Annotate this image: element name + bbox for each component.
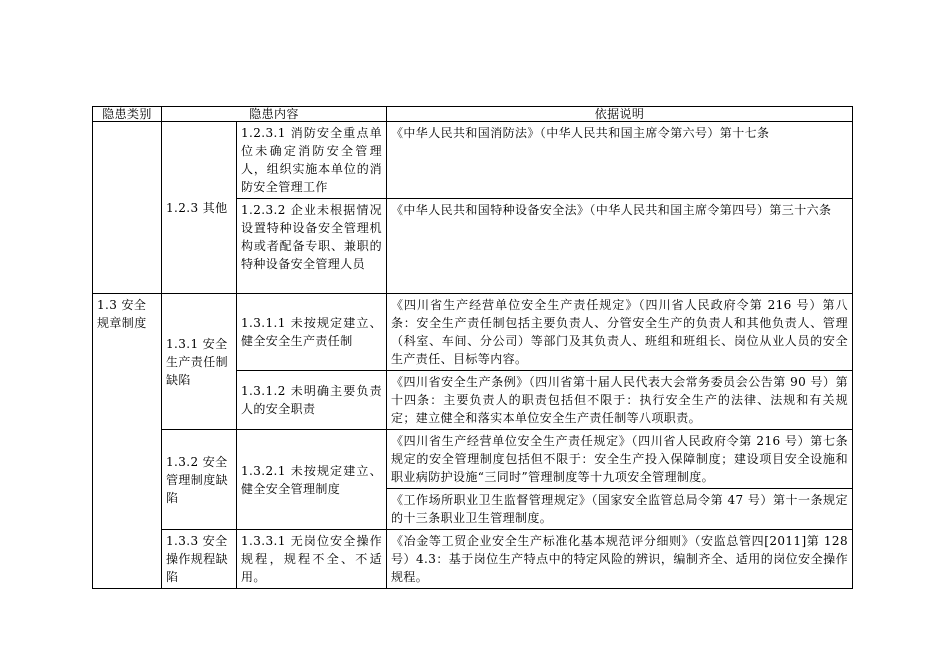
header-basis: 依据说明 bbox=[387, 107, 853, 122]
basis-cell: 《四川省生产经营单位安全生产责任规定》（四川省人民政府令第 216 号）第八条：安全生产责任制包括主要负责人、分管安全生产的负责人和其他负责人、管理（科室、车间、分公司）等部门及其负责人、班组和班组长、岗位从业人员的安全生产责任、目标等内容。 bbox=[387, 294, 853, 371]
hazard-item-cell: 1.3.1.2 未明确主要负责人的安全职责 bbox=[237, 371, 387, 430]
hazard-item-cell: 1.3.2.1 未按规定建立、健全安全管理制度 bbox=[237, 430, 387, 530]
basis-cell: 《中华人民共和国特种设备安全法》（中华人民共和国主席令第四号）第三十六条 bbox=[387, 199, 853, 294]
basis-cell: 《四川省安全生产条例》（四川省第十届人民代表大会常务委员会公告第 90 号）第十四条：主要负责人的职责包括但不限于：执行安全生产的法律、法规和有关规定；建立健全和落实本单位安全生产责任制等八项职责。 bbox=[387, 371, 853, 430]
basis-cell: 《四川省生产经营单位安全生产责任规定》（四川省人民政府令第 216 号）第七条规定的安全管理制度包括但不限于：安全生产投入保障制度；建设项目安全设施和职业病防护设施“三同时”管理制度等十九项安全管理制度。 bbox=[387, 430, 853, 489]
table-row bbox=[93, 294, 853, 371]
hazard-table bbox=[92, 106, 853, 589]
table-header-row bbox=[93, 107, 853, 122]
hazard-item-cell: 1.2.3.1 消防安全重点单位未确定消防安全管理人，组织实施本单位的消防安全管理工作 bbox=[237, 122, 387, 199]
header-category: 隐患类别 bbox=[93, 107, 162, 122]
basis-cell: 《中华人民共和国消防法》（中华人民共和国主席令第六号）第十七条 bbox=[387, 122, 853, 199]
header-content: 隐患内容 bbox=[162, 107, 387, 122]
basis-cell: 《冶金等工贸企业安全生产标准化基本规范评分细则》（安监总管四[2011]第 128 号）4.3：基于岗位生产特点中的特定风险的辨识，编制齐全、适用的岗位安全操作规程。 bbox=[387, 530, 853, 589]
table-row bbox=[93, 530, 853, 589]
hazard-item-cell: 1.3.3.1 无岗位安全操作规程，规程不全、不适用。 bbox=[237, 530, 387, 589]
table-row bbox=[93, 430, 853, 489]
subcategory-cell: 1.2.3 其他 bbox=[162, 122, 237, 294]
subcategory-cell: 1.3.2 安全管理制度缺陷 bbox=[162, 430, 237, 530]
category-cell: 1.3 安全规章制度 bbox=[93, 294, 162, 589]
category-cell-empty bbox=[93, 122, 162, 294]
hazard-item-cell: 1.2.3.2 企业未根据情况设置特种设备安全管理机构或者配备专职、兼职的特种设备安全管理人员 bbox=[237, 199, 387, 294]
subcategory-cell: 1.3.3 安全操作规程缺陷 bbox=[162, 530, 237, 589]
subcategory-cell: 1.3.1 安全生产责任制缺陷 bbox=[162, 294, 237, 430]
hazard-item-cell: 1.3.1.1 未按规定建立、健全安全生产责任制 bbox=[237, 294, 387, 371]
table-row bbox=[93, 122, 853, 199]
basis-cell: 《工作场所职业卫生监督管理规定》（国家安全监管总局令第 47 号）第十一条规定的十三条职业卫生管理制度。 bbox=[387, 489, 853, 530]
